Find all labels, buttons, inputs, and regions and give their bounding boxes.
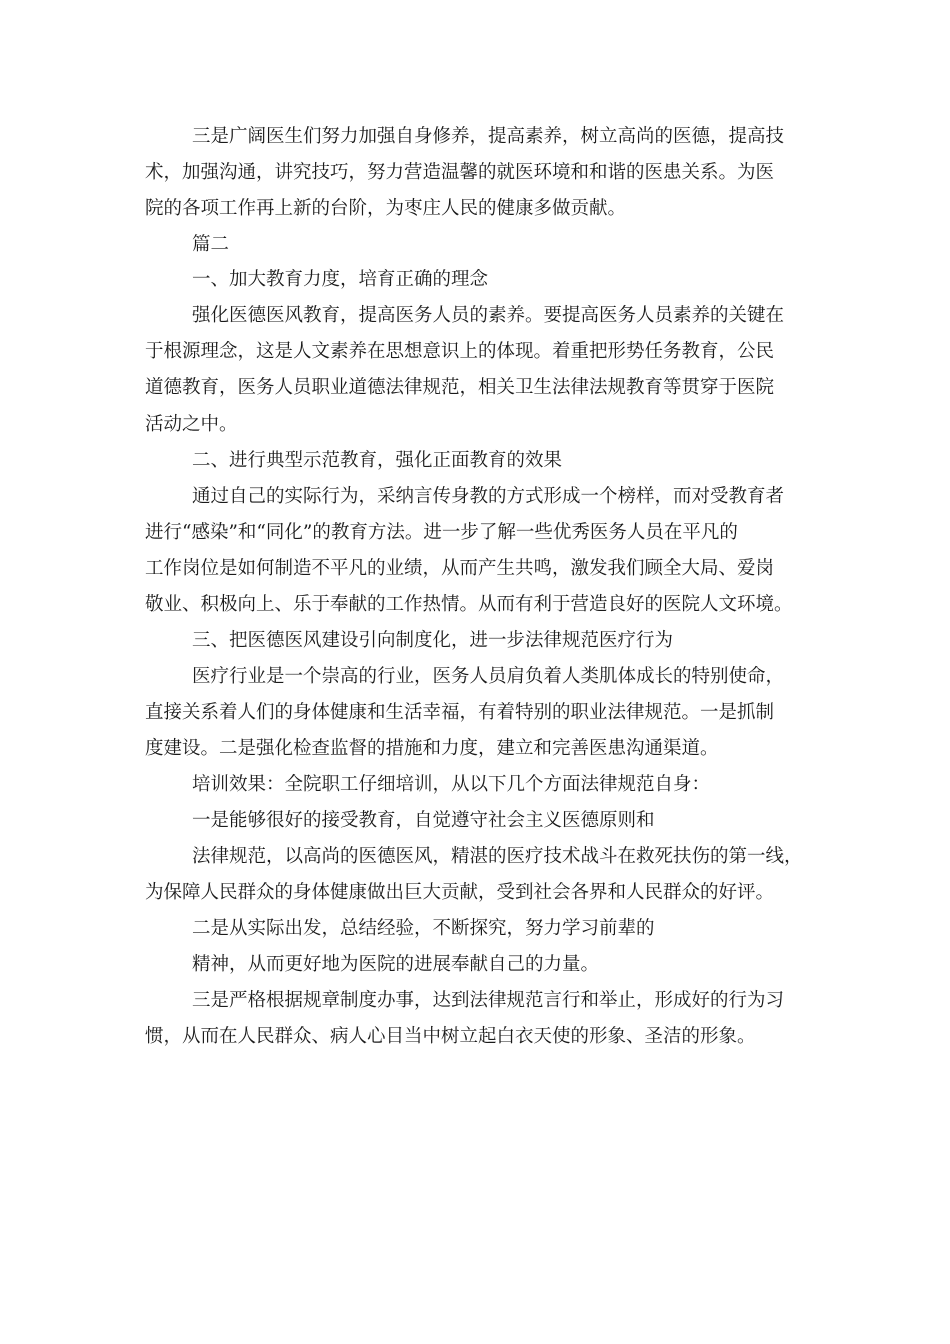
text-line: 法律规范，以高尚的医德医风，精湛的医疗技术战斗在救死扶伤的第一线， xyxy=(192,846,803,867)
text-line: 通过自己的实际行为，采纳言传身教的方式形成一个榜样，而对受教育者 xyxy=(192,486,785,507)
text-line: 直接关系着人们的身体健康和生活幸福，有着特别的职业法律规范。一是抓制 xyxy=(145,702,775,723)
text-line: 强化医德医风教育，提高医务人员的素养。要提高医务人员素养的关键在 xyxy=(192,305,785,326)
text-line: 惯，从而在人民群众、病人心目当中树立起白衣天使的形象、圣洁的形象。 xyxy=(145,1026,756,1047)
text-line: 精神，从而更好地为医院的进展奉献自己的力量。 xyxy=(192,954,600,975)
text-line: 院的各项工作再上新的台阶，为枣庄人民的健康多做贡献。 xyxy=(145,198,627,219)
text-line: 度建设。二是强化检查监督的措施和力度，建立和完善医患沟通渠道。 xyxy=(145,738,719,759)
text-line: 医疗行业是一个崇高的行业，医务人员肩负着人类肌体成长的特别使命， xyxy=(192,666,785,687)
section-heading: 篇二 xyxy=(192,234,230,255)
text-line: 一是能够很好的接受教育，自觉遵守社会主义医德原则和 xyxy=(192,810,655,831)
text-line: 三是广阔医生们努力加强自身修养，提高素养，树立高尚的医德，提高技 xyxy=(192,126,785,147)
text-line: 进行“感染”和“同化”的教育方法。进一步了解一些优秀医务人员在平凡的 xyxy=(145,522,738,543)
text-line: 三是严格根据规章制度办事，达到法律规范言行和举止，形成好的行为习 xyxy=(192,990,785,1011)
text-line: 道德教育，医务人员职业道德法律规范，相关卫生法律法规教育等贯穿于医院 xyxy=(145,377,775,398)
text-line: 于根源理念，这是人文素养在思想意识上的体现。着重把形势任务教育，公民 xyxy=(145,341,775,362)
section-heading: 二、进行典型示范教育，强化正面教育的效果 xyxy=(192,450,563,471)
text-line: 活动之中。 xyxy=(145,414,238,435)
text-line: 为保障人民群众的身体健康做出巨大贡献，受到社会各界和人民群众的好评。 xyxy=(145,882,775,903)
text-line: 工作岗位是如何制造不平凡的业绩，从而产生共鸣，激发我们顾全大局、爱岗 xyxy=(145,558,775,579)
text-line: 二是从实际出发，总结经验，不断探究，努力学习前辈的 xyxy=(192,918,655,939)
text-line: 培训效果：全院职工仔细培训，从以下几个方面法律规范自身： xyxy=(192,774,711,795)
section-heading: 一、加大教育力度，培育正确的理念 xyxy=(192,269,489,290)
text-line: 术，加强沟通，讲究技巧，努力营造温馨的就医环境和和谐的医患关系。为医 xyxy=(145,162,775,183)
section-heading: 三、把医德医风建设引向制度化，进一步法律规范医疗行为 xyxy=(192,630,674,651)
text-line: 敬业、积极向上、乐于奉献的工作热情。从而有利于营造良好的医院人文环境。 xyxy=(145,594,793,615)
